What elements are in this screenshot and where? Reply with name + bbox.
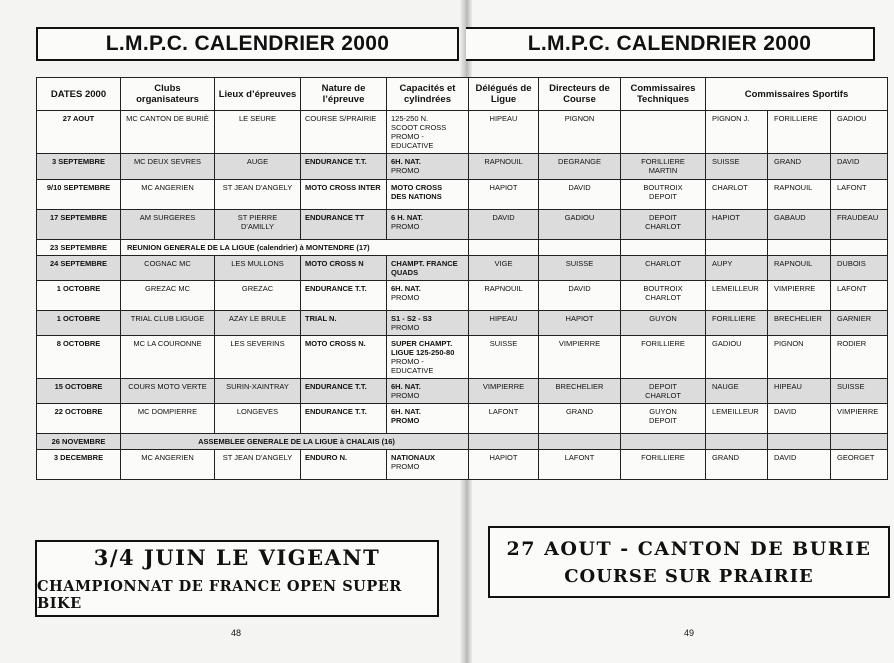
cell-club: TRIAL CLUB LIGUGE bbox=[121, 311, 215, 336]
cell-club: MC ANGERIEN bbox=[121, 450, 215, 480]
cell-date: 26 NOVEMBRE bbox=[37, 434, 121, 450]
cell-directeur: PIGNON bbox=[539, 111, 621, 154]
page-number-left: 48 bbox=[231, 628, 242, 638]
cell-delegue: RAPNOUIL bbox=[469, 281, 539, 311]
cell-commissaires-tech: CHARLOT bbox=[621, 256, 706, 281]
cell-commissaires-tech: DEPOIT CHARLOT bbox=[621, 210, 706, 240]
left-page-title: L.M.P.C. CALENDRIER 2000 bbox=[36, 27, 459, 61]
cell-capacites bbox=[387, 210, 469, 240]
cell-commissaire-sportif-3: VIMPIERRE bbox=[831, 404, 888, 434]
cell-commissaires-tech: FORILLIERE MARTIN bbox=[621, 154, 706, 180]
cell-directeur: DEGRANGE bbox=[539, 154, 621, 180]
cell-capacites bbox=[387, 111, 469, 154]
cell-nature: ENDURO N. bbox=[301, 450, 387, 480]
capacites-text: PROMO bbox=[391, 166, 420, 175]
calendar-body bbox=[37, 111, 888, 480]
cell-commissaires-tech bbox=[621, 111, 706, 154]
cell-meeting-text: REUNION GENERALE DE LA LIGUE (calendrier) à MONTENDRE (17) bbox=[121, 240, 469, 256]
calendar-table bbox=[36, 77, 888, 480]
cell-club: AM SURGERES bbox=[121, 210, 215, 240]
cell-empty bbox=[539, 240, 621, 256]
cell-commissaire-sportif-1: GRAND bbox=[706, 450, 768, 480]
table-row bbox=[37, 210, 888, 240]
cell-lieu: AUGE bbox=[215, 154, 301, 180]
cell-empty bbox=[621, 240, 706, 256]
cell-lieu: LONGEVES bbox=[215, 404, 301, 434]
cell-delegue: HAPIOT bbox=[469, 450, 539, 480]
cell-commissaire-sportif-2: RAPNOUIL bbox=[768, 180, 831, 210]
cell-nature: MOTO CROSS INTER bbox=[301, 180, 387, 210]
cell-commissaire-sportif-1: NAUGE bbox=[706, 379, 768, 404]
cell-commissaire-sportif-2: DAVID bbox=[768, 404, 831, 434]
left-banner-subline: CHAMPIONNAT DE FRANCE OPEN SUPER BIKE bbox=[37, 578, 402, 612]
table-row bbox=[37, 450, 888, 480]
cell-lieu: LE SEURE bbox=[215, 111, 301, 154]
cell-delegue: HAPIOT bbox=[469, 180, 539, 210]
header-lieux: Lieux d’épreuves bbox=[215, 78, 301, 111]
cell-nature: TRIAL N. bbox=[301, 311, 387, 336]
cell-date: 23 SEPTEMBRE bbox=[37, 240, 121, 256]
cell-club: MC DEUX SEVRES bbox=[121, 154, 215, 180]
header-commissaires-techniques: Commissaires Techniques bbox=[621, 78, 706, 111]
cell-commissaires-tech: DEPOIT CHARLOT bbox=[621, 379, 706, 404]
cell-commissaires-tech: BOUTROIX DEPOIT bbox=[621, 180, 706, 210]
cell-delegue: DAVID bbox=[469, 210, 539, 240]
cell-capacites bbox=[387, 180, 469, 210]
cell-date: 8 OCTOBRE bbox=[37, 336, 121, 379]
cell-nature: COURSE S/PRAIRIE bbox=[301, 111, 387, 154]
capacites-bold-text: 6H. NAT. bbox=[391, 284, 421, 293]
table-row bbox=[37, 154, 888, 180]
cell-nature: ENDURANCE TT bbox=[301, 210, 387, 240]
cell-commissaire-sportif-1: CHARLOT bbox=[706, 180, 768, 210]
cell-delegue: VIMPIERRE bbox=[469, 379, 539, 404]
cell-commissaire-sportif-2: VIMPIERRE bbox=[768, 281, 831, 311]
cell-meeting-text: ASSEMBLEE GENERALE DE LA LIGUE à CHALAIS (16) bbox=[121, 434, 469, 450]
page-number-right: 49 bbox=[684, 628, 695, 638]
table-row bbox=[37, 256, 888, 281]
capacites-bold-text: 6H. NAT. bbox=[391, 157, 421, 166]
cell-commissaire-sportif-1: AUPY bbox=[706, 256, 768, 281]
cell-date: 9/10 SEPTEMBRE bbox=[37, 180, 121, 210]
cell-commissaire-sportif-3: DUBOIS bbox=[831, 256, 888, 281]
capacites-bold-text: 6H. NAT. bbox=[391, 382, 421, 391]
cell-commissaire-sportif-3: GADIOU bbox=[831, 111, 888, 154]
cell-commissaires-tech: BOUTROIX CHARLOT bbox=[621, 281, 706, 311]
cell-commissaire-sportif-1: GADIOU bbox=[706, 336, 768, 379]
cell-lieu: LES MULLONS bbox=[215, 256, 301, 281]
cell-commissaires-tech: FORILLIERE bbox=[621, 336, 706, 379]
capacites-text: 125-250 N. SCOOT CROSS PROMO - EDUCATIVE bbox=[391, 114, 447, 150]
cell-commissaire-sportif-2: BRECHELIER bbox=[768, 311, 831, 336]
cell-club: MC ANGERIEN bbox=[121, 180, 215, 210]
cell-delegue: LAFONT bbox=[469, 404, 539, 434]
cell-lieu: GREZAC bbox=[215, 281, 301, 311]
cell-empty bbox=[768, 434, 831, 450]
cell-commissaire-sportif-3: FRAUDEAU bbox=[831, 210, 888, 240]
cell-date: 22 OCTOBRE bbox=[37, 404, 121, 434]
cell-commissaire-sportif-2: FORILLIERE bbox=[768, 111, 831, 154]
capacites-bold-text: SUPER CHAMPT. LIGUE 125-250-80 bbox=[391, 339, 455, 357]
header-nature: Nature de l’épreuve bbox=[301, 78, 387, 111]
right-page-title: L.M.P.C. CALENDRIER 2000 bbox=[466, 27, 875, 61]
cell-commissaire-sportif-1: SUISSE bbox=[706, 154, 768, 180]
cell-commissaire-sportif-3: RODIER bbox=[831, 336, 888, 379]
table-row bbox=[37, 311, 888, 336]
header-capacites: Capacités et cylindrées bbox=[387, 78, 469, 111]
cell-nature: MOTO CROSS N bbox=[301, 256, 387, 281]
cell-directeur: GRAND bbox=[539, 404, 621, 434]
cell-club: GREZAC MC bbox=[121, 281, 215, 311]
cell-lieu: ST JEAN D'ANGELY bbox=[215, 180, 301, 210]
cell-empty bbox=[469, 434, 539, 450]
cell-lieu: AZAY LE BRULE bbox=[215, 311, 301, 336]
cell-commissaire-sportif-1: LEMEILLEUR bbox=[706, 404, 768, 434]
cell-directeur: SUISSE bbox=[539, 256, 621, 281]
header-clubs: Clubs organisateurs bbox=[121, 78, 215, 111]
cell-lieu: ST JEAN D'ANGELY bbox=[215, 450, 301, 480]
cell-nature: ENDURANCE T.T. bbox=[301, 154, 387, 180]
cell-delegue: SUISSE bbox=[469, 336, 539, 379]
cell-commissaires-tech: GUYON bbox=[621, 311, 706, 336]
table-row bbox=[37, 336, 888, 379]
capacites-text: PROMO bbox=[391, 323, 420, 332]
cell-commissaire-sportif-3: GARNIER bbox=[831, 311, 888, 336]
capacites-text: PROMO - EDUCATIVE bbox=[391, 357, 434, 375]
cell-capacites bbox=[387, 281, 469, 311]
cell-delegue: HIPEAU bbox=[469, 311, 539, 336]
cell-empty bbox=[831, 240, 888, 256]
table-header-row bbox=[37, 78, 888, 111]
cell-commissaire-sportif-1: PIGNON J. bbox=[706, 111, 768, 154]
cell-capacites bbox=[387, 404, 469, 434]
cell-date: 27 AOUT bbox=[37, 111, 121, 154]
header-directeurs: Directeurs de Course bbox=[539, 78, 621, 111]
cell-date: 15 OCTOBRE bbox=[37, 379, 121, 404]
cell-commissaire-sportif-3: LAFONT bbox=[831, 180, 888, 210]
right-banner-subline: COURSE SUR PRAIRIE bbox=[564, 565, 814, 587]
cell-lieu: ST PIERRE D'AMILLY bbox=[215, 210, 301, 240]
cell-nature: ENDURANCE T.T. bbox=[301, 281, 387, 311]
cell-capacites bbox=[387, 450, 469, 480]
table-row bbox=[37, 379, 888, 404]
cell-commissaires-tech: GUYON DEPOIT bbox=[621, 404, 706, 434]
cell-club: MC DOMPIERRE bbox=[121, 404, 215, 434]
cell-empty bbox=[831, 434, 888, 450]
capacites-bold-text: 6H. NAT. PROMO bbox=[391, 407, 421, 425]
capacites-text: PROMO bbox=[391, 222, 420, 231]
right-banner-headline: 27 AOUT - CANTON DE BURIE bbox=[506, 537, 872, 560]
cell-commissaire-sportif-3: SUISSE bbox=[831, 379, 888, 404]
cell-empty bbox=[706, 434, 768, 450]
cell-nature: ENDURANCE T.T. bbox=[301, 379, 387, 404]
cell-date: 1 OCTOBRE bbox=[37, 311, 121, 336]
cell-date: 17 SEPTEMBRE bbox=[37, 210, 121, 240]
cell-empty bbox=[469, 240, 539, 256]
cell-commissaire-sportif-1: HAPIOT bbox=[706, 210, 768, 240]
left-banner-headline: 3/4 JUIN LE VIGEANT bbox=[93, 545, 381, 570]
capacites-bold-text: CHAMPT. FRANCE QUADS bbox=[391, 259, 458, 277]
cell-directeur: GADIOU bbox=[539, 210, 621, 240]
cell-commissaire-sportif-2: HIPEAU bbox=[768, 379, 831, 404]
cell-commissaire-sportif-2: GRAND bbox=[768, 154, 831, 180]
cell-lieu: SURIN-XAINTRAY bbox=[215, 379, 301, 404]
cell-commissaire-sportif-3: LAFONT bbox=[831, 281, 888, 311]
cell-delegue: RAPNOUIL bbox=[469, 154, 539, 180]
cell-date: 3 DECEMBRE bbox=[37, 450, 121, 480]
cell-directeur: VIMPIERRE bbox=[539, 336, 621, 379]
meeting-row bbox=[37, 434, 888, 450]
cell-club: COURS MOTO VERTE bbox=[121, 379, 215, 404]
header-commissaires-sportifs: Commissaires Sportifs bbox=[706, 78, 888, 111]
header-dates: DATES 2000 bbox=[37, 78, 121, 111]
right-event-banner bbox=[488, 526, 890, 598]
cell-commissaire-sportif-2: DAVID bbox=[768, 450, 831, 480]
header-delegues: Délégués de Ligue bbox=[469, 78, 539, 111]
cell-commissaire-sportif-2: PIGNON bbox=[768, 336, 831, 379]
cell-commissaires-tech: FORILLIERE bbox=[621, 450, 706, 480]
cell-commissaire-sportif-3: DAVID bbox=[831, 154, 888, 180]
cell-directeur: HAPIOT bbox=[539, 311, 621, 336]
cell-capacites bbox=[387, 154, 469, 180]
cell-capacites bbox=[387, 311, 469, 336]
cell-club: MC LA COURONNE bbox=[121, 336, 215, 379]
cell-nature: MOTO CROSS N. bbox=[301, 336, 387, 379]
cell-empty bbox=[706, 240, 768, 256]
capacites-text: PROMO bbox=[391, 462, 420, 471]
cell-empty bbox=[621, 434, 706, 450]
table-row bbox=[37, 404, 888, 434]
capacites-text: PROMO bbox=[391, 293, 420, 302]
cell-delegue: HIPEAU bbox=[469, 111, 539, 154]
table-row bbox=[37, 281, 888, 311]
cell-date: 24 SEPTEMBRE bbox=[37, 256, 121, 281]
cell-delegue: VIGE bbox=[469, 256, 539, 281]
left-event-banner bbox=[35, 540, 439, 617]
cell-directeur: LAFONT bbox=[539, 450, 621, 480]
cell-capacites bbox=[387, 256, 469, 281]
capacites-bold-text: NATIONAUX bbox=[391, 453, 436, 462]
cell-club: MC CANTON DE BURIÈ bbox=[121, 111, 215, 154]
cell-club: COGNAC MC bbox=[121, 256, 215, 281]
capacites-bold-text: S1 - S2 - S3 bbox=[391, 314, 432, 323]
cell-directeur: DAVID bbox=[539, 180, 621, 210]
table-row bbox=[37, 180, 888, 210]
cell-commissaire-sportif-3: GEORGET bbox=[831, 450, 888, 480]
cell-empty bbox=[539, 434, 621, 450]
cell-date: 3 SEPTEMBRE bbox=[37, 154, 121, 180]
cell-lieu: LES SEVERINS bbox=[215, 336, 301, 379]
cell-commissaire-sportif-2: RAPNOUIL bbox=[768, 256, 831, 281]
capacites-text: PROMO bbox=[391, 391, 420, 400]
cell-capacites bbox=[387, 336, 469, 379]
cell-directeur: BRECHELIER bbox=[539, 379, 621, 404]
cell-commissaire-sportif-1: FORILLIERE bbox=[706, 311, 768, 336]
cell-nature: ENDURANCE T.T. bbox=[301, 404, 387, 434]
cell-commissaire-sportif-1: LEMEILLEUR bbox=[706, 281, 768, 311]
capacites-bold-text: MOTO CROSS DES NATIONS bbox=[391, 183, 443, 201]
cell-capacites bbox=[387, 379, 469, 404]
cell-commissaire-sportif-2: GABAUD bbox=[768, 210, 831, 240]
cell-directeur: DAVID bbox=[539, 281, 621, 311]
cell-empty bbox=[768, 240, 831, 256]
table-row bbox=[37, 111, 888, 154]
cell-date: 1 OCTOBRE bbox=[37, 281, 121, 311]
meeting-row bbox=[37, 240, 888, 256]
capacites-bold-text: 6 H. NAT. bbox=[391, 213, 423, 222]
